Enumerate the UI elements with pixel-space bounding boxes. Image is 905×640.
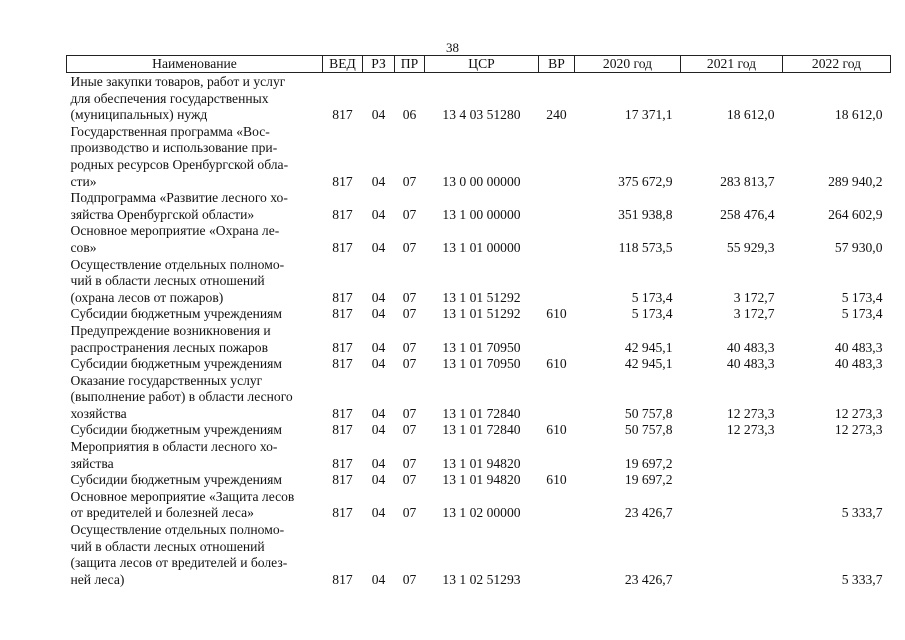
cell-pr: 07 (402, 422, 417, 438)
cell-y2021: 3 172,7 (733, 289, 775, 305)
cell-pr: 07 (402, 239, 417, 255)
cell-y2020: 23 426,7 (624, 505, 673, 521)
cell-vr: 610 (546, 356, 567, 372)
cell-y2022: 5 333,7 (841, 505, 883, 521)
cell-vr: 610 (546, 306, 567, 322)
cell-pr: 07 (402, 356, 417, 372)
cell-y2022: 5 173,4 (841, 289, 883, 305)
cell-csr: 13 1 02 00000 (442, 505, 521, 521)
row-name-line: родных ресурсов Оренбургской обла- (70, 156, 289, 172)
row-name (67, 223, 323, 256)
cell-rz: 04 (371, 405, 386, 421)
row-name (67, 356, 323, 373)
cell-y2022: 12 273,3 (834, 422, 883, 438)
cell-pr: 06 (402, 107, 417, 123)
table-row (67, 257, 891, 307)
cell-y2020: 42 945,1 (624, 356, 673, 372)
row-name-line: от вредителей и болезней леса» (70, 505, 254, 521)
cell-y2021: 258 476,4 (720, 206, 775, 222)
cell-ved: 817 (332, 472, 353, 488)
cell-y2020: 23 426,7 (624, 571, 673, 587)
cell-vr (539, 257, 575, 307)
table-header-row (67, 56, 891, 73)
table-row (67, 422, 891, 439)
table-row (67, 356, 891, 373)
cell-ved: 817 (332, 173, 353, 189)
cell-pr: 07 (402, 455, 417, 471)
cell-y2021: 55 929,3 (726, 239, 775, 255)
cell-csr: 13 1 00 00000 (442, 206, 521, 222)
cell-rz: 04 (371, 173, 386, 189)
col-header-2022: 2022 год (783, 56, 891, 73)
cell-y2020: 19 697,2 (624, 455, 673, 471)
cell-rz: 04 (371, 505, 386, 521)
cell-y2020: 17 371,1 (624, 107, 673, 123)
cell-rz: 04 (371, 239, 386, 255)
row-name (67, 522, 323, 588)
row-name (67, 190, 323, 223)
cell-y2021: 283 813,7 (720, 173, 775, 189)
cell-ved: 817 (332, 455, 353, 471)
cell-pr: 07 (402, 472, 417, 488)
row-name-line: зяйства Оренбургской области» (70, 206, 255, 222)
row-name-line: чий в области лесных отношений (70, 273, 265, 289)
row-name-line: сти» (70, 173, 97, 189)
row-name-line: Основное мероприятие «Охрана ле- (70, 223, 280, 239)
col-header-pr: ПР (395, 56, 425, 73)
table-row (67, 323, 891, 356)
row-name-line: Осуществление отдельных полномо- (70, 256, 285, 272)
cell-y2021 (681, 472, 783, 489)
cell-csr: 13 0 00 00000 (442, 173, 521, 189)
cell-y2020: 118 573,5 (618, 239, 673, 255)
cell-y2020: 351 938,8 (618, 206, 673, 222)
table-row (67, 439, 891, 472)
cell-y2020: 375 672,9 (618, 173, 673, 189)
table-row (67, 306, 891, 323)
cell-csr: 13 1 01 51292 (442, 306, 521, 322)
cell-vr (539, 124, 575, 190)
row-name-line: Субсидии бюджетным учреждениям (70, 422, 283, 438)
cell-y2022 (783, 472, 891, 489)
row-name (67, 257, 323, 307)
row-name (67, 489, 323, 522)
row-name-line: (охрана лесов от пожаров) (70, 289, 224, 305)
cell-pr: 07 (402, 289, 417, 305)
row-name (67, 472, 323, 489)
cell-ved: 817 (332, 405, 353, 421)
cell-y2020: 42 945,1 (624, 339, 673, 355)
cell-ved: 817 (332, 206, 353, 222)
cell-y2022: 40 483,3 (834, 339, 883, 355)
col-header-2021: 2021 год (681, 56, 783, 73)
cell-csr: 13 1 01 72840 (442, 422, 521, 438)
row-name-line: (муниципальных) нужд (70, 107, 208, 123)
row-name (67, 439, 323, 472)
cell-vr (539, 489, 575, 522)
row-name-line: сов» (70, 239, 97, 255)
cell-pr: 07 (402, 173, 417, 189)
cell-rz: 04 (371, 107, 386, 123)
row-name-line: Оказание государственных услуг (70, 372, 263, 388)
cell-rz: 04 (371, 339, 386, 355)
row-name-line: Государственная программа «Вос- (70, 123, 270, 139)
row-name-line: (защита лесов от вредителей и болез- (70, 555, 288, 571)
row-name-line: Субсидии бюджетным учреждениям (70, 306, 283, 322)
cell-csr: 13 1 01 00000 (442, 239, 521, 255)
cell-y2022: 18 612,0 (834, 107, 883, 123)
table-row (67, 73, 891, 124)
cell-ved: 817 (332, 422, 353, 438)
cell-y2021: 40 483,3 (726, 339, 775, 355)
row-name-line: Субсидии бюджетным учреждениям (70, 356, 283, 372)
cell-csr: 13 1 01 94820 (442, 472, 521, 488)
table-row (67, 522, 891, 588)
cell-y2022: 5 173,4 (841, 306, 883, 322)
col-header-ved: ВЕД (323, 56, 363, 73)
row-name-line: Осуществление отдельных полномо- (70, 522, 285, 538)
cell-rz: 04 (371, 289, 386, 305)
cell-pr: 07 (402, 206, 417, 222)
row-name-line: Подпрограмма «Развитие лесного хо- (70, 190, 288, 206)
cell-ved: 817 (332, 339, 353, 355)
table-row (67, 472, 891, 489)
cell-ved: 817 (332, 306, 353, 322)
cell-vr (539, 373, 575, 423)
row-name-line: Предупреждение возникновения и (70, 322, 271, 338)
table-row (67, 124, 891, 190)
cell-vr: 610 (546, 422, 567, 438)
row-name-line: ней леса) (70, 571, 125, 587)
row-name-line: распространения лесных пожаров (70, 339, 269, 355)
cell-vr (539, 522, 575, 588)
cell-y2022: 289 940,2 (828, 173, 883, 189)
col-header-name: Наименование (67, 56, 323, 73)
cell-rz: 04 (371, 571, 386, 587)
budget-table (66, 55, 891, 588)
row-name-line: хозяйства (70, 405, 127, 421)
cell-vr: 240 (546, 107, 567, 123)
cell-rz: 04 (371, 206, 386, 222)
cell-ved: 817 (332, 505, 353, 521)
cell-y2022: 5 333,7 (841, 571, 883, 587)
cell-rz: 04 (371, 472, 386, 488)
cell-ved: 817 (332, 289, 353, 305)
row-name-line: производство и использование при- (70, 140, 278, 156)
cell-ved: 817 (332, 107, 353, 123)
cell-rz: 04 (371, 422, 386, 438)
cell-y2021 (681, 522, 783, 588)
cell-y2021: 3 172,7 (733, 306, 775, 322)
cell-pr: 07 (402, 571, 417, 587)
page-number: 38 (446, 40, 459, 55)
row-name-line: для обеспечения государственных (70, 90, 269, 106)
cell-y2020: 5 173,4 (631, 306, 673, 322)
cell-y2020: 5 173,4 (631, 289, 673, 305)
col-header-csr: ЦСР (425, 56, 539, 73)
col-header-2020: 2020 год (575, 56, 681, 73)
cell-y2021: 12 273,3 (726, 422, 775, 438)
cell-pr: 07 (402, 405, 417, 421)
table-row (67, 373, 891, 423)
row-name-line: зяйства (70, 455, 114, 471)
row-name (67, 373, 323, 423)
cell-ved: 817 (332, 239, 353, 255)
row-name (67, 323, 323, 356)
row-name-line: Мероприятия в области лесного хо- (70, 439, 278, 455)
cell-y2022: 57 930,0 (834, 239, 883, 255)
cell-y2022: 12 273,3 (834, 405, 883, 421)
cell-vr (539, 223, 575, 256)
cell-csr: 13 1 02 51293 (442, 571, 521, 587)
cell-csr: 13 1 01 70950 (442, 356, 521, 372)
cell-csr: 13 4 03 51280 (442, 107, 521, 123)
cell-pr: 07 (402, 505, 417, 521)
cell-y2021 (681, 489, 783, 522)
cell-y2021: 40 483,3 (726, 356, 775, 372)
table-body (67, 73, 891, 589)
cell-ved: 817 (332, 356, 353, 372)
cell-y2020: 50 757,8 (624, 405, 673, 421)
cell-pr: 07 (402, 339, 417, 355)
cell-pr: 07 (402, 306, 417, 322)
cell-y2020: 19 697,2 (624, 472, 673, 488)
cell-rz: 04 (371, 306, 386, 322)
cell-vr (539, 323, 575, 356)
table-row (67, 223, 891, 256)
cell-y2021: 12 273,3 (726, 405, 775, 421)
row-name (67, 73, 323, 124)
row-name-line: Основное мероприятие «Защита лесов (70, 488, 295, 504)
cell-y2021 (681, 439, 783, 472)
row-name-line: Субсидии бюджетным учреждениям (70, 472, 283, 488)
row-name (67, 306, 323, 323)
cell-ved: 817 (332, 571, 353, 587)
cell-rz: 04 (371, 455, 386, 471)
cell-vr (539, 439, 575, 472)
cell-y2020: 50 757,8 (624, 422, 673, 438)
col-header-rz: РЗ (363, 56, 395, 73)
row-name-line: чий в области лесных отношений (70, 538, 265, 554)
cell-y2022: 40 483,3 (834, 356, 883, 372)
cell-rz: 04 (371, 356, 386, 372)
cell-csr: 13 1 01 94820 (442, 455, 521, 471)
table-row (67, 190, 891, 223)
cell-csr: 13 1 01 51292 (442, 289, 521, 305)
row-name (67, 124, 323, 190)
row-name-line: (выполнение работ) в области лесного (70, 389, 293, 405)
cell-y2022: 264 602,9 (828, 206, 883, 222)
row-name-line: Иные закупки товаров, работ и услуг (70, 74, 286, 89)
col-header-vr: ВР (539, 56, 575, 73)
cell-csr: 13 1 01 70950 (442, 339, 521, 355)
cell-y2022 (783, 439, 891, 472)
cell-y2021: 18 612,0 (726, 107, 775, 123)
cell-vr: 610 (546, 472, 567, 488)
table-row (67, 489, 891, 522)
cell-vr (539, 190, 575, 223)
cell-csr: 13 1 01 72840 (442, 405, 521, 421)
row-name (67, 422, 323, 439)
